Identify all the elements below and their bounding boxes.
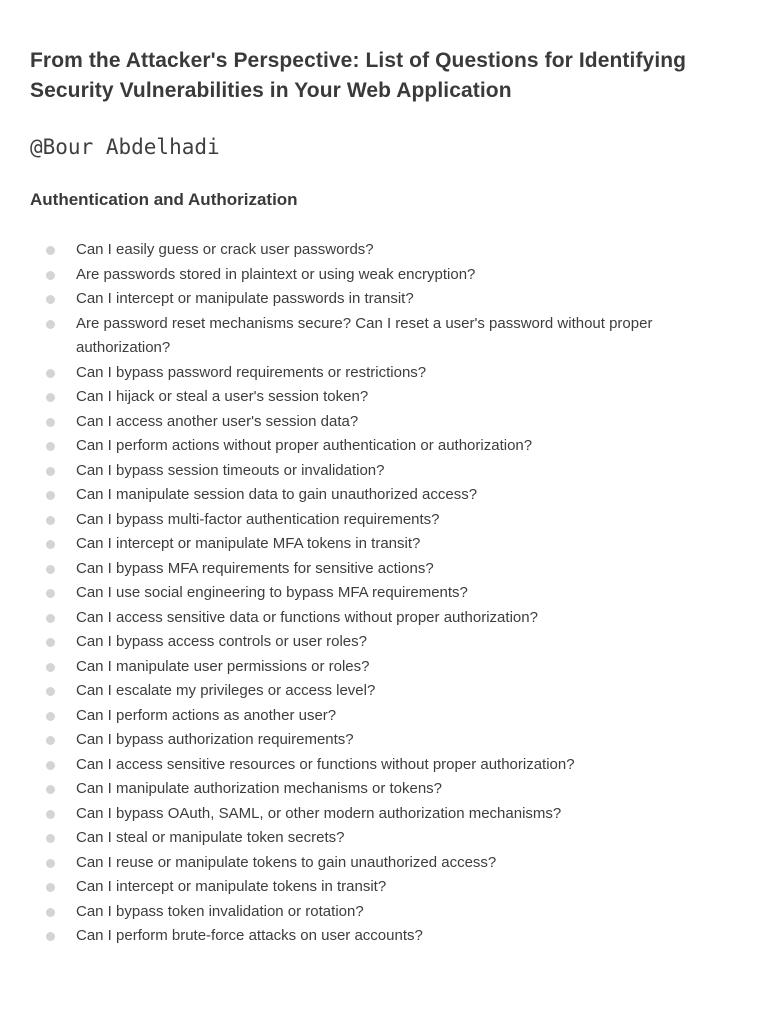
list-item [30,704,738,729]
question-text: Can I bypass authorization requirements? [76,731,354,748]
question-text: Can I reuse or manipulate tokens to gain unauthorized access? [76,853,497,871]
author-handle: @Bour Abdelhadi [30,135,220,159]
question-text: Can I bypass password requirements or restrictions? [76,363,427,381]
bullet-icon [46,810,55,819]
bullet-icon [46,369,55,378]
question-text: Can I manipulate authorization mechanisms or tokens? [76,780,443,797]
question-text: Can I access sensitive resources or functions without proper authorization? [76,755,575,773]
question-list [30,238,738,949]
question-text: Can I use social engineering to bypass MFA requirements? [76,584,468,601]
list-item [30,263,738,288]
question-text: Can I intercept or manipulate tokens in transit? [76,878,387,895]
list-item [30,287,738,312]
list-item [30,630,738,655]
bullet-icon [46,418,55,427]
bullet-icon [46,516,55,525]
list-item [30,508,738,533]
bullet-icon [46,589,55,598]
bullet-icon [46,246,55,255]
section-heading: Authentication and Authorization [30,190,298,209]
list-item [30,851,738,876]
bullet-icon [46,932,55,941]
question-text: Are passwords stored in plaintext or using weak encryption? [76,265,476,283]
list-item [30,728,738,753]
list-item [30,753,738,778]
question-text: Can I hijack or steal a user's session token? [76,388,369,405]
question-text: Can I escalate my privileges or access level? [76,682,376,699]
list-item [30,900,738,925]
bullet-icon [46,663,55,672]
list-item [30,361,738,386]
list-item [30,655,738,680]
bullet-icon [46,565,55,574]
list-item [30,532,738,557]
bullet-icon [46,736,55,745]
bullet-icon [46,712,55,721]
question-text: Can I steal or manipulate token secrets? [76,829,345,846]
question-text: Can I perform actions without proper authentication or authorization? [76,437,533,454]
question-text: Can I access another user's session data? [76,412,359,430]
bullet-icon [46,491,55,500]
list-item [30,483,738,508]
bullet-icon [46,687,55,696]
list-item [30,581,738,606]
bullet-icon [46,761,55,770]
list-item [30,385,738,410]
list-item [30,679,738,704]
question-text: Can I manipulate session data to gain unauthorized access? [76,486,478,503]
bullet-icon [46,295,55,304]
question-text: Can I easily guess or crack user passwords? [76,241,374,258]
list-item [30,410,738,435]
bullet-icon [46,834,55,843]
bullet-icon [46,540,55,549]
bullet-icon [46,467,55,476]
list-item [30,238,738,263]
bullet-icon [46,393,55,402]
page-title: From the Attacker's Perspective: List of Questions for Identifying Security Vulnerabilities in Your Web Application [30,49,687,102]
list-item [30,434,738,459]
list-item [30,777,738,802]
list-item [30,826,738,851]
list-item [30,557,738,582]
list-item [30,312,738,361]
question-text: Can I bypass MFA requirements for sensitive actions? [76,559,434,577]
question-text: Can I access sensitive data or functions without proper authorization? [76,608,538,626]
question-text: Can I bypass multi-factor authentication requirements? [76,510,440,528]
question-text: Can I perform brute-force attacks on user accounts? [76,927,423,944]
bullet-icon [46,320,55,329]
question-text: Can I intercept or manipulate passwords in transit? [76,290,414,307]
list-item [30,459,738,484]
question-text: Can I intercept or manipulate MFA tokens in transit? [76,535,421,552]
bullet-icon [46,442,55,451]
list-item [30,875,738,900]
question-text: Can I manipulate user permissions or roles? [76,657,370,675]
question-text: Can I bypass access controls or user roles? [76,633,367,650]
bullet-icon [46,614,55,623]
question-text: Can I bypass OAuth, SAML, or other modern authorization mechanisms? [76,804,562,822]
list-item [30,802,738,827]
question-text: Can I bypass token invalidation or rotation? [76,902,364,920]
question-text: Can I perform actions as another user? [76,706,337,724]
bullet-icon [46,859,55,868]
bullet-icon [46,908,55,917]
question-text: Are password reset mechanisms secure? Can I reset a user's password without proper authorization? [76,314,653,356]
list-item [30,924,738,949]
bullet-icon [46,271,55,280]
bullet-icon [46,785,55,794]
bullet-icon [46,883,55,892]
question-text: Can I bypass session timeouts or invalidation? [76,461,385,479]
bullet-icon [46,638,55,647]
list-item [30,606,738,631]
